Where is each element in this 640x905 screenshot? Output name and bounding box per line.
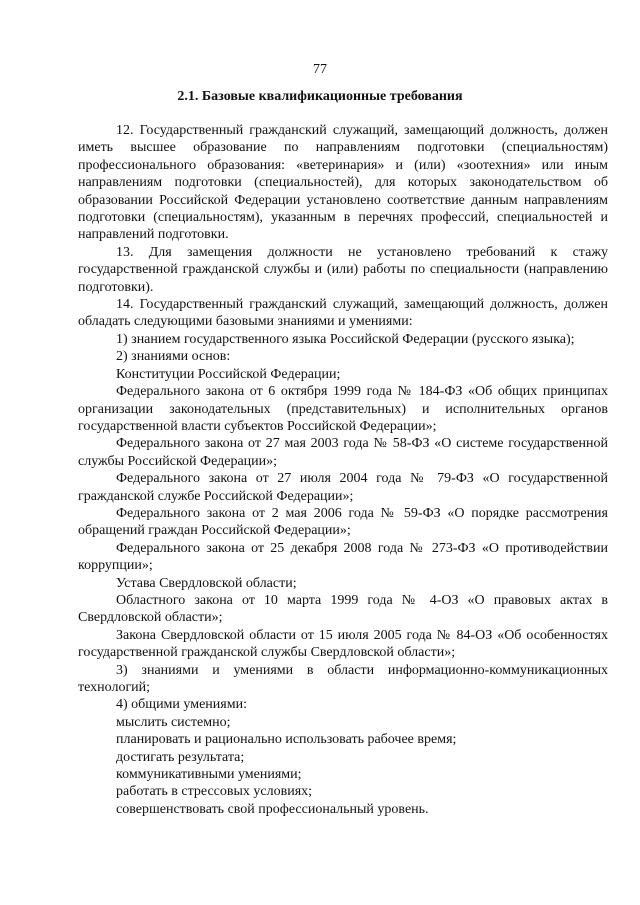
list-item-language: 1) знанием государственного языка Российской Федерации (русского языка); <box>116 331 575 347</box>
list-item-foundations: 2) знаниями основ: <box>116 349 231 365</box>
list-item-charter: Устава Свердловской области; <box>116 575 297 591</box>
list-item-general-skills: 4) общими умениями: <box>116 697 247 713</box>
paragraph-14-knowledge: 14. Государственный гражданский служащий, замещающий должность, должен обладать следующими базовыми знаниями и умениями: <box>78 297 608 330</box>
document-body <box>78 122 608 818</box>
list-item-law-58: Федерального закона от 27 мая 2003 года № 58-ФЗ «О системе государственной службы Российской Федерации»; <box>78 436 608 469</box>
list-item-self-improvement: совершенствовать свой профессиональный уровень. <box>116 801 429 817</box>
list-item-law-79: Федерального закона от 27 июля 2004 года № 79-ФЗ «О государственной гражданской службе Российской Федерации»; <box>78 471 608 504</box>
list-item-ict: 3) знаниями и умениями в области информационно-коммуникационных технологий; <box>78 662 608 695</box>
list-item-stress: работать в стрессовых условиях; <box>116 784 313 800</box>
list-item-law-4-oz: Областного закона от 10 марта 1999 года № 4-ОЗ «О правовых актах в Свердловской области»; <box>78 592 608 626</box>
list-item-law-59: Федерального закона от 2 мая 2006 года № 59-ФЗ «О порядке рассмотрения обращений граждан Российской Федерации»; <box>78 505 608 539</box>
list-item-communication: коммуникативными умениями; <box>116 767 302 783</box>
paragraph-13-experience: 13. Для замещения должности не установлено требований к стажу государственной гражданской службы и (или) работы по специальности (направлению подготовки). <box>78 244 608 295</box>
page-number: 77 <box>313 62 327 77</box>
list-item-constitution: Конституции Российской Федерации; <box>116 366 341 382</box>
list-item-law-273: Федерального закона от 25 декабря 2008 года № 273-ФЗ «О противодействии коррупции»; <box>78 540 608 574</box>
list-item-law-84-oz: Закона Свердловской области от 15 июля 2005 года № 84-ОЗ «Об особенностях государственной гражданской службы Свердловской области»; <box>78 627 608 661</box>
list-item-systemic-thinking: мыслить системно; <box>116 714 231 730</box>
list-item-results: достигать результата; <box>116 749 245 765</box>
list-item-time-planning: планировать и рационально использовать рабочее время; <box>116 732 457 748</box>
section-heading: 2.1. Базовые квалификационные требования <box>177 89 463 104</box>
paragraph-12-education: 12. Государственный гражданский служащий, замещающий должность, должен иметь высшее образование по направлениям подготовки (специальностям) профессионального образования: «ветеринария» и (или) «зоотехния» или иным направлениям подготовки (специальностей), для которых законодательством об образовании Российской Федерации установлено соответствие данным направлениям подготовки (специальностям), указанным в перечнях профессий, специальностей и направлений подготовки. <box>78 123 608 243</box>
list-item-law-184: Федерального закона от 6 октября 1999 года № 184-ФЗ «Об общих принципах организации законодательных (представительных) и исполнительных органов государственной власти субъектов Российской Федерации»; <box>78 384 608 434</box>
